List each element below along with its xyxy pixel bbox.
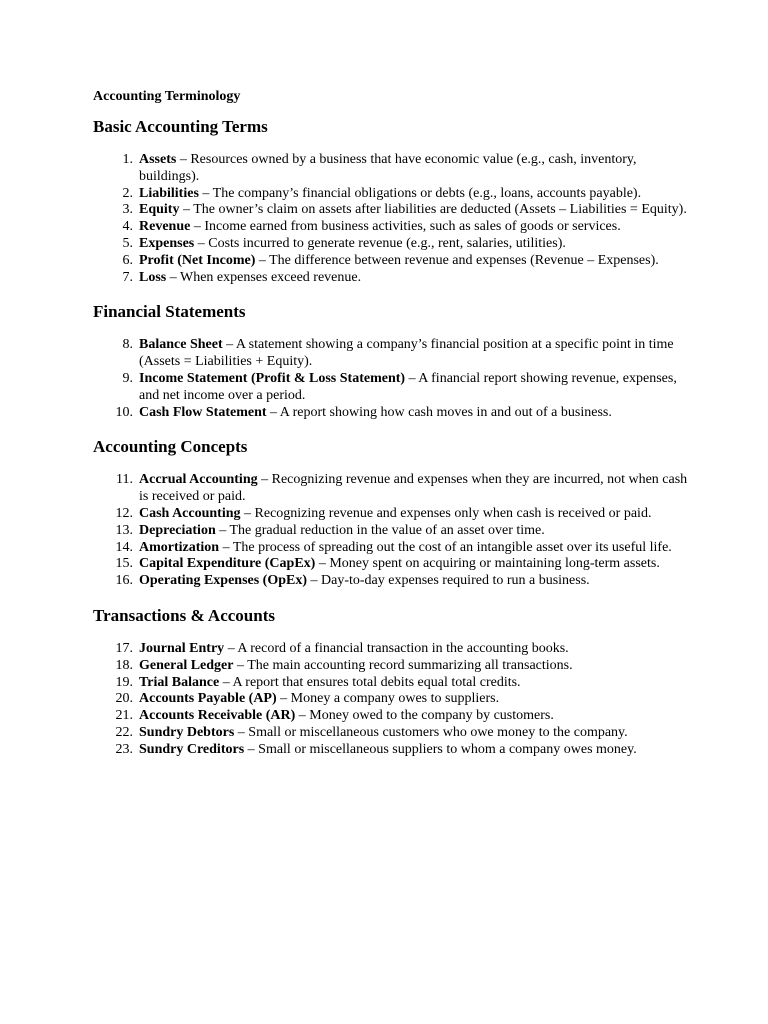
term-description: – The main accounting record summarizing all transactions. [233, 657, 573, 673]
term-name: Cash Flow Statement [139, 404, 267, 420]
section-heading-basic-terms: Basic Accounting Terms [93, 117, 268, 136]
term-number: 9. [122, 370, 133, 386]
term-description: – The gradual reduction in the value of an asset over time. [215, 522, 545, 538]
term-name: Depreciation [139, 522, 216, 538]
term-description: – The process of spreading out the cost of an intangible asset over its useful life. [219, 539, 672, 555]
term-number: 3. [122, 202, 133, 218]
term-description: – A record of a financial transaction in the accounting books. [224, 640, 569, 656]
term-item [93, 506, 693, 523]
term-item [93, 152, 693, 186]
term-description: – The difference between revenue and expenses (Revenue – Expenses). [255, 252, 659, 268]
term-name: Amortization [139, 539, 220, 555]
term-number: 14. [115, 539, 133, 555]
term-item [93, 253, 693, 270]
document-page [93, 88, 693, 775]
term-description: – The company’s financial obligations or debts (e.g., loans, accounts payable). [198, 185, 642, 201]
term-description: – Recognizing revenue and expenses only when cash is received or paid. [240, 505, 652, 521]
term-description: – Resources owned by a business that have economic value (e.g., cash, inventory, buildings). [139, 152, 637, 184]
term-item [93, 270, 693, 287]
term-number: 21. [115, 708, 133, 724]
term-description: – Day-to-day expenses required to run a business. [307, 573, 590, 589]
term-number: 23. [115, 741, 133, 757]
term-number: 18. [115, 657, 133, 673]
term-name: Sundry Debtors [139, 724, 235, 740]
term-number: 1. [122, 152, 133, 167]
term-name: Operating Expenses (OpEx) [139, 573, 308, 589]
term-description: – Money spent on acquiring or maintaining long-term assets. [315, 556, 660, 572]
term-description: – A financial report showing revenue, expenses, and net income over a period. [139, 370, 677, 403]
term-list-financial-statements [93, 337, 693, 421]
section-heading-accounting-concepts: Accounting Concepts [93, 437, 248, 457]
term-item [93, 219, 693, 236]
term-description: – Costs incurred to generate revenue (e.g., rent, salaries, utilities). [194, 235, 566, 251]
term-number: 11. [116, 472, 133, 488]
term-number: 22. [115, 724, 133, 740]
term-number: 19. [115, 674, 133, 690]
term-number: 12. [115, 505, 133, 521]
term-number: 17. [115, 640, 133, 656]
term-name: General Ledger [139, 657, 234, 673]
term-description: – Small or miscellaneous customers who owe money to the company. [234, 724, 628, 740]
term-name: Cash Accounting [139, 505, 241, 521]
term-item [93, 708, 693, 725]
term-item [93, 675, 693, 692]
term-description: – Recognizing revenue and expenses when they are incurred, not when cash is received or paid. [139, 472, 688, 505]
term-name: Balance Sheet [139, 337, 223, 353]
term-item [93, 472, 693, 506]
term-name: Profit (Net Income) [139, 252, 256, 268]
term-number: 8. [122, 337, 133, 353]
term-name: Trial Balance [139, 674, 220, 690]
term-item [93, 523, 693, 540]
term-item [93, 641, 693, 658]
term-name: Capital Expenditure (CapEx) [139, 556, 316, 572]
term-description: – A report showing how cash moves in and out of a business. [266, 404, 612, 420]
term-name: Journal Entry [139, 640, 225, 656]
term-number: 5. [122, 235, 133, 251]
term-number: 20. [115, 691, 133, 707]
term-list-transactions-accounts [93, 641, 693, 759]
term-name: Liabilities [139, 185, 199, 201]
term-item [93, 371, 693, 405]
section-heading-transactions-accounts: Transactions & Accounts [93, 605, 275, 625]
term-item [93, 540, 693, 557]
term-item [93, 186, 693, 203]
term-item [93, 742, 693, 759]
term-description: – Income earned from business activities, such as sales of goods or services. [190, 219, 621, 235]
term-item [93, 556, 693, 573]
term-item [93, 337, 693, 371]
term-name: Accounts Payable (AP) [139, 691, 277, 707]
term-name: Loss [139, 269, 167, 285]
term-list-basic-terms [93, 152, 693, 286]
term-name: Revenue [139, 219, 191, 235]
term-description: – A report that ensures total debits equal total credits. [219, 674, 521, 690]
term-number: 13. [115, 522, 133, 538]
section-heading-financial-statements: Financial Statements [93, 302, 246, 322]
document-title: Accounting Terminology [93, 89, 241, 104]
term-item [93, 725, 693, 742]
term-description: – Money a company owes to suppliers. [276, 691, 500, 707]
term-name: Accrual Accounting [139, 472, 258, 488]
term-description: – Small or miscellaneous suppliers to whom a company owes money. [244, 741, 637, 757]
term-description: – The owner’s claim on assets after liabilities are deducted (Assets – Liabilities = Equity). [179, 202, 687, 218]
term-number: 6. [122, 252, 133, 268]
term-item [93, 202, 693, 219]
term-name: Income Statement (Profit & Loss Statement) [139, 370, 406, 386]
term-description: – When expenses exceed revenue. [166, 269, 362, 285]
term-number: 10. [115, 404, 133, 420]
term-item [93, 236, 693, 253]
term-name: Equity [139, 202, 180, 218]
term-number: 16. [115, 573, 133, 589]
term-description: – A statement showing a company’s financial position at a specific point in time (Assets = Liabilities + Equity). [139, 337, 674, 370]
term-item [93, 405, 693, 422]
term-name: Assets [139, 152, 177, 167]
term-number: 15. [115, 556, 133, 572]
term-name: Sundry Creditors [139, 741, 245, 757]
term-number: 7. [122, 269, 133, 285]
term-name: Accounts Receivable (AR) [139, 708, 296, 724]
term-number: 2. [122, 185, 133, 201]
term-item [93, 691, 693, 708]
term-item [93, 573, 693, 590]
term-item [93, 658, 693, 675]
term-list-accounting-concepts [93, 472, 693, 590]
term-name: Expenses [139, 235, 195, 251]
term-description: – Money owed to the company by customers. [295, 708, 554, 724]
term-number: 4. [122, 219, 133, 235]
